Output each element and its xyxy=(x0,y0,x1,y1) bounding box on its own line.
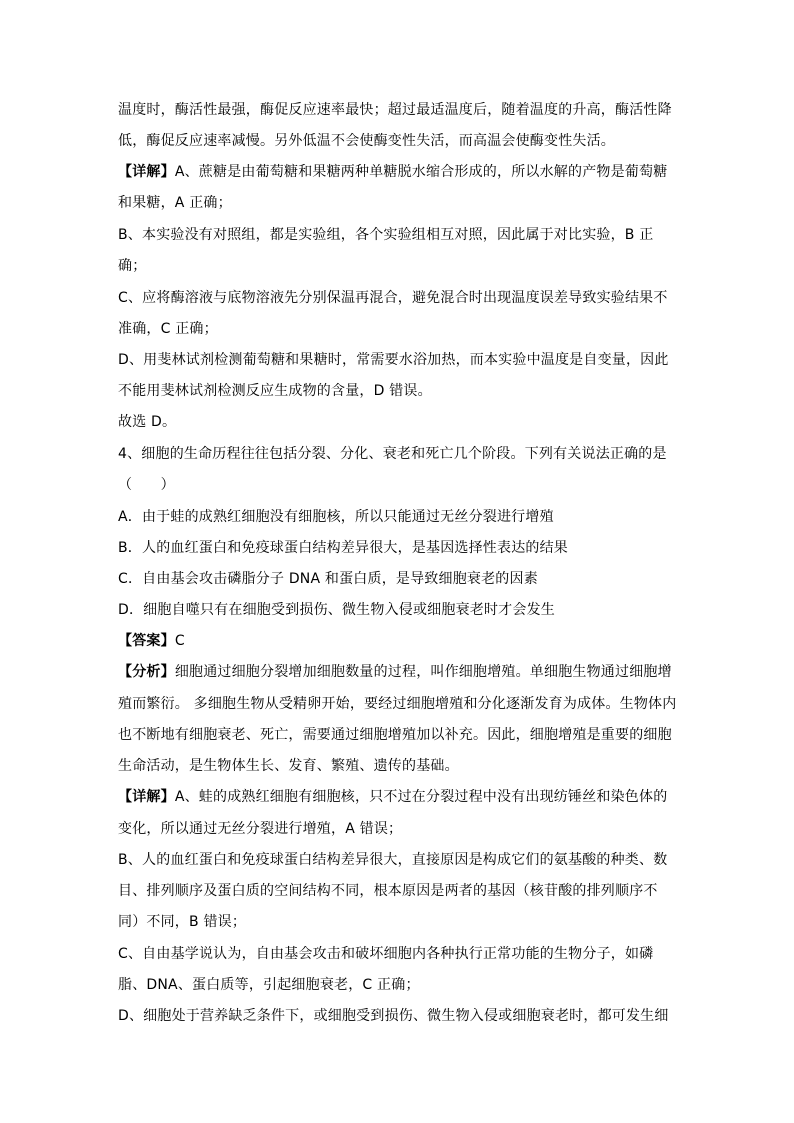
line-text: 细胞通过细胞分裂增加细胞数量的过程，叫作细胞增殖。单细胞生物通过细胞增 xyxy=(174,664,672,680)
analysis-line xyxy=(118,662,680,682)
text-line: 确； xyxy=(118,258,147,274)
line-text: A、蔗糖是由葡萄糖和果糖两种单糖脱水缩合形成的，所以水解的产物是葡萄糖 xyxy=(174,164,668,180)
question-blank: （ ） xyxy=(118,477,175,493)
text-line: 和果糖，A 正确； xyxy=(118,195,232,211)
text-line: 变化，所以通过无丝分裂进行增殖，A 错误； xyxy=(118,821,403,837)
section-tag: 【详解】 xyxy=(118,789,175,805)
text-line: B、本实验没有对照组，都是实验组，各个实验组相互对照，因此属于对比实验，B 正 xyxy=(118,227,654,243)
option-d: D．细胞自噬只有在细胞受到损伤、微生物入侵或细胞衰老时才会发生 xyxy=(118,602,555,618)
option-c: C．自由基会攻击磷脂分子 DNA 和蛋白质，是导致细胞衰老的因素 xyxy=(118,571,538,587)
text-line: 不能用斐林试剂检测反应生成物的含量，D 错误。 xyxy=(118,383,432,399)
text-line: D、用斐林试剂检测葡萄糖和果糖时，常需要水浴加热，而本实验中温度是自变量，因此 xyxy=(118,352,669,368)
answer-line xyxy=(118,631,680,651)
text-line: C、应将酶溶液与底物溶液先分别保温再混合，避免混合时出现温度误差导致实验结果不 xyxy=(118,290,668,306)
line-text: C xyxy=(174,633,185,649)
text-line: 目、排列顺序及蛋白质的空间结构不同，根本原因是两者的基因（核苷酸的排列顺序不 xyxy=(118,883,658,899)
text-line: 温度时，酶活性最强，酶促反应速率最快；超过最适温度后，随着温度的升高，酶活性降 xyxy=(118,102,672,118)
text-line: C、自由基学说认为，自由基会攻击和破坏细胞内各种执行正常功能的生物分子，如磷 xyxy=(118,946,654,962)
text-line xyxy=(118,162,680,182)
text-line: 殖而繁衍。 多细胞生物从受精卵开始，要经过细胞增殖和分化逐渐发育为成体。生物体内 xyxy=(118,696,677,712)
text-line: 低，酶促反应速率减慢。另外低温不会使酶变性失活，而高温会使酶变性失活。 xyxy=(118,133,615,149)
section-tag: 【分析】 xyxy=(118,664,175,680)
question-stem: 4、细胞的生命历程往往包括分裂、分化、衰老和死亡几个阶段。下列有关说法正确的是 xyxy=(118,446,667,462)
option-b: B．人的血红蛋白和免疫球蛋白结构差异很大，是基因选择性表达的结果 xyxy=(118,540,569,556)
text-line: 准确，C 正确； xyxy=(118,321,218,337)
text-line: 生命活动，是生物体生长、发育、繁殖、遗传的基础。 xyxy=(118,758,459,774)
text-line: B、人的血红蛋白和免疫球蛋白结构差异很大，直接原因是构成它们的氨基酸的种类、数 xyxy=(118,852,668,868)
section-tag: 【详解】 xyxy=(118,164,175,180)
text-line: 也不断地有细胞衰老、死亡，需要通过细胞增殖加以补充。因此，细胞增殖是重要的细胞 xyxy=(118,727,672,743)
text-line: 同）不同，B 错误； xyxy=(118,914,247,930)
option-a: A．由于蛙的成熟红细胞没有细胞核，所以只能通过无丝分裂进行增殖 xyxy=(118,509,554,525)
section-tag: 【答案】 xyxy=(118,633,175,649)
detail-line xyxy=(118,787,680,807)
text-line: 故选 D。 xyxy=(118,414,177,430)
text-line: 脂、DNA、蛋白质等，引起细胞衰老，C 正确； xyxy=(118,977,420,993)
text-line: D、细胞处于营养缺乏条件下，或细胞受到损伤、微生物入侵或细胞衰老时，都可发生细 xyxy=(118,1008,669,1024)
line-text: A、蛙的成熟红细胞有细胞核，只不过在分裂过程中没有出现纺锤丝和染色体的 xyxy=(174,789,668,805)
